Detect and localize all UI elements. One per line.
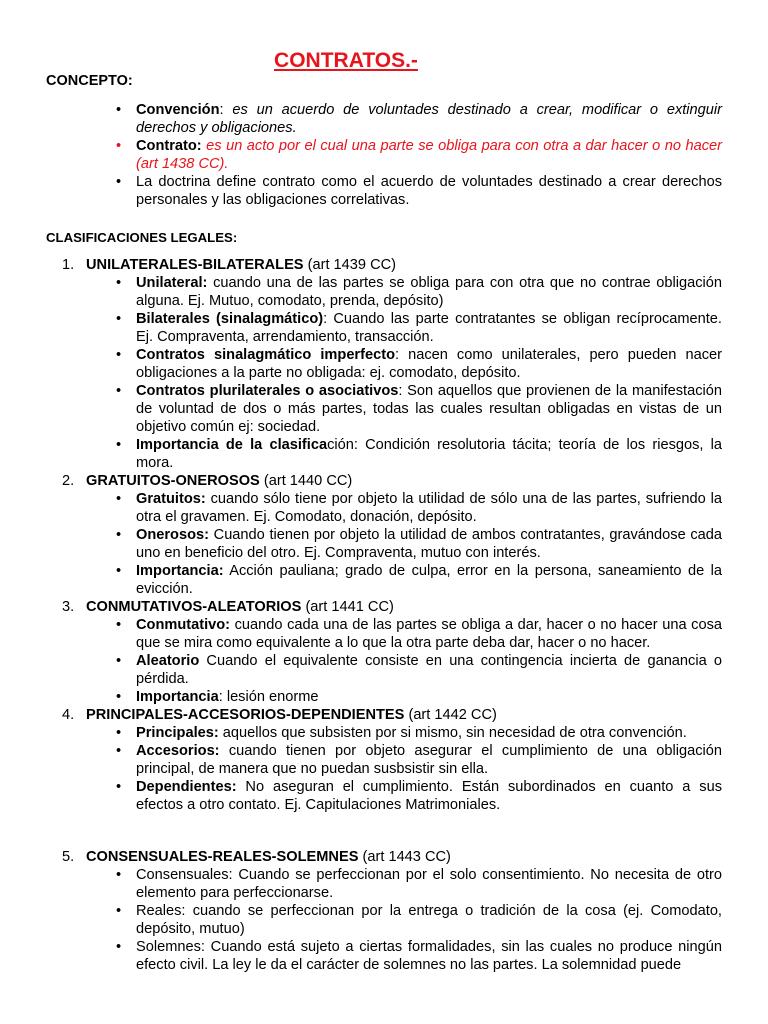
clasificaciones-label: CLASIFICACIONES LEGALES: xyxy=(46,230,238,245)
list-item: • Contratos plurilaterales o asociativos: Son aquellos que provienen de la manifestación de voluntad de dos o más partes, todas las cuales resultan obligadas en vistas de un objetivo común ej: sociedad. xyxy=(0,382,722,436)
list-item: • Bilaterales (sinalagmático): Cuando las parte contratantes se obligan recíprocamente. Ej. Compraventa, arrendamiento, transacción. xyxy=(0,310,722,346)
list-item: • Contratos sinalagmático imperfecto: nacen como unilaterales, pero pueden nacer obligaciones a la parte no obligada: ej. comodato, depósito. xyxy=(0,346,722,382)
section-heading: 5. CONSENSUALES-REALES-SOLEMNES (art 1443 CC) xyxy=(62,849,451,865)
list-item: • Onerosos: Cuando tienen por objeto la utilidad de ambos contratantes, gravándose cada uno en beneficio del otro. Ej. Compraventa, mutuo con interés. xyxy=(0,526,722,562)
list-item: • Solemnes: Cuando está sujeto a ciertas formalidades, sin las cuales no produce ningún efecto civil. La ley le da el carácter de solemnes no las partes. La solemnidad puede xyxy=(0,938,722,974)
list-item: • Dependientes: No aseguran el cumplimiento. Están subordinados en cuanto a sus efectos a otro contato. Ej. Capitulaciones Matrimoniales. xyxy=(0,778,722,814)
list-item: • Unilateral: cuando una de las partes se obliga para con otra que no contrae obligación alguna. Ej. Mutuo, comodato, prenda, depósito) xyxy=(0,274,722,310)
list-item: • Reales: cuando se perfeccionan por la entrega o tradición de la cosa (ej. Comodato, depósito, mutuo) xyxy=(0,902,722,938)
list-item: • Aleatorio Cuando el equivalente consiste en una contingencia incierta de ganancia o pérdida. xyxy=(0,652,722,688)
list-item: • Importancia: lesión enorme xyxy=(0,688,722,706)
list-item: • Conmutativo: cuando cada una de las partes se obliga a dar, hacer o no hacer una cosa que se mira como equivalente a lo que la otra parte deba dar, hacer o no hacer. xyxy=(0,616,722,652)
concepto-label: CONCEPTO: xyxy=(46,73,133,89)
list-item: • Principales: aquellos que subsisten por si mismo, sin necesidad de otra convención. xyxy=(0,724,722,742)
sections-list xyxy=(0,256,768,974)
section-heading: 1. UNILATERALES-BILATERALES (art 1439 CC) xyxy=(62,257,397,273)
section-heading: 2. GRATUITOS-ONEROSOS (art 1440 CC) xyxy=(62,473,353,489)
list-item: • Gratuitos: cuando sólo tiene por objeto la utilidad de sólo una de las partes, sufriendo la otra el gravamen. Ej. Comodato, donación, depósito. xyxy=(0,490,722,526)
page-title: CONTRATOS.- xyxy=(274,49,418,72)
section-heading: 4. PRINCIPALES-ACCESORIOS-DEPENDIENTES (art 1442 CC) xyxy=(62,707,497,723)
concepto-item: • Contrato: es un acto por el cual una parte se obliga para con otra a dar hacer o no hacer (art 1438 CC). xyxy=(0,137,722,173)
concepto-list xyxy=(0,101,768,209)
concepto-item: • Convención: es un acuerdo de voluntades destinado a crear, modificar o extinguir derechos y obligaciones. xyxy=(0,101,722,137)
list-item: • Importancia de la clasificación: Condición resolutoria tácita; teoría de los riesgos, la mora. xyxy=(0,436,722,472)
section-heading: 3. CONMUTATIVOS-ALEATORIOS (art 1441 CC) xyxy=(62,599,394,615)
list-item: • Importancia: Acción pauliana; grado de culpa, error en la persona, saneamiento de la evicción. xyxy=(0,562,722,598)
list-item: • Consensuales: Cuando se perfeccionan por el solo consentimiento. No necesita de otro elemento para perfeccionarse. xyxy=(0,866,722,902)
list-item: • Accesorios: cuando tienen por objeto asegurar el cumplimiento de una obligación principal, de manera que no puedan susbsistir sin ella. xyxy=(0,742,722,778)
concepto-item: • La doctrina define contrato como el acuerdo de voluntades destinado a crear derechos personales y las obligaciones correlativas. xyxy=(0,173,722,209)
